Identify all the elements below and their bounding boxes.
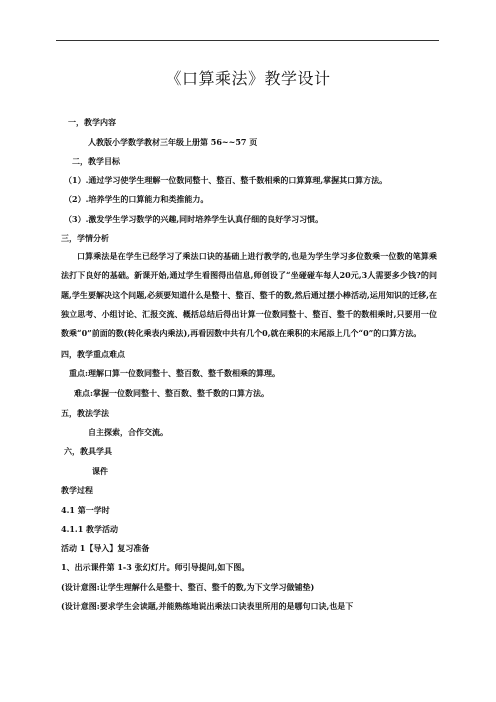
section-5-text: 自主探索，合作交流。 [88,427,168,437]
design-note-1: (设计意图:让学生理解什么是整十、整百、整千的数,为下文学习做铺垫) [61,582,315,592]
objective-item: （1）.通过学习使学生理解一位数同整十、整百、整千数相乘的口算算理,掌握其口算方法。 [64,175,388,185]
section-1-heading: 一，教学内容 [68,117,116,127]
section-4-heading: 四，教学重点难点 [61,349,125,359]
key-point: 重点:理解口算一位数同整十、整百数、整千数相乘的算理。 [69,368,280,378]
activity-1-heading: 活动 1【导入】复习准备 [61,543,150,553]
design-note-2: (设计意图:要求学生会读题,并能熟练地说出乘法口诀表里所用的是哪句口诀,也是下 [61,601,354,611]
section-6-heading: 六，教具学具 [64,446,112,456]
section-6-text: 课件 [92,466,108,476]
subsection-4-1-1: 4.1.1 教学活动 [61,524,119,534]
document-title: 《口算乘法》教学设计 [165,69,331,88]
section-3-heading: 三，学情分析 [61,233,109,243]
header-rule [56,40,439,41]
section-3-paragraph: 口算乘法是在学生已经学习了乘法口诀的基础上进行教学的,也是为学生学习多位数乘一位数的笔算乘法打下良好的基础。新课开始,通过学生看图得出信息,师创设了“坐碰碰车每人20元,3人需要多少钱?的问题,学生要解决这个问题,必须要知道什么是整十、整百、整千的数,然后通过摆小棒活动,运用知识的迁移,在独立思考、小组讨论、汇报交流、概括总结后得出计算一位数同整十、整百、整千的数相乘时,只要用一位数乘“0”前面的数(转化乘表内乘法),再看因数中共有几个0,就在乘积的末尾添上几个“0”的口算方法。 [61,251,437,339]
section-1-text: 人教版小学数学教材三年级上册第 56~~57 页 [88,137,258,147]
section-2-heading: 二，教学目标 [72,156,120,166]
difficult-point: 难点:掌握一位数同整十、整百数、整千数的口算方法。 [74,388,269,398]
objective-item: （3）.激发学生学习数学的兴趣,同时培养学生认真仔细的良好学习习惯。 [64,214,324,224]
step-1: 1、出示课件第 1-3 张幻灯片。师引导提问,如下图。 [61,562,250,572]
subsection-4-1: 4.1 第一学时 [61,505,110,515]
process-heading: 教学过程 [61,485,93,495]
section-5-heading: 五，教法学法 [61,408,109,418]
objective-item: （2）.培养学生的口算能力和类推能力。 [64,194,209,204]
